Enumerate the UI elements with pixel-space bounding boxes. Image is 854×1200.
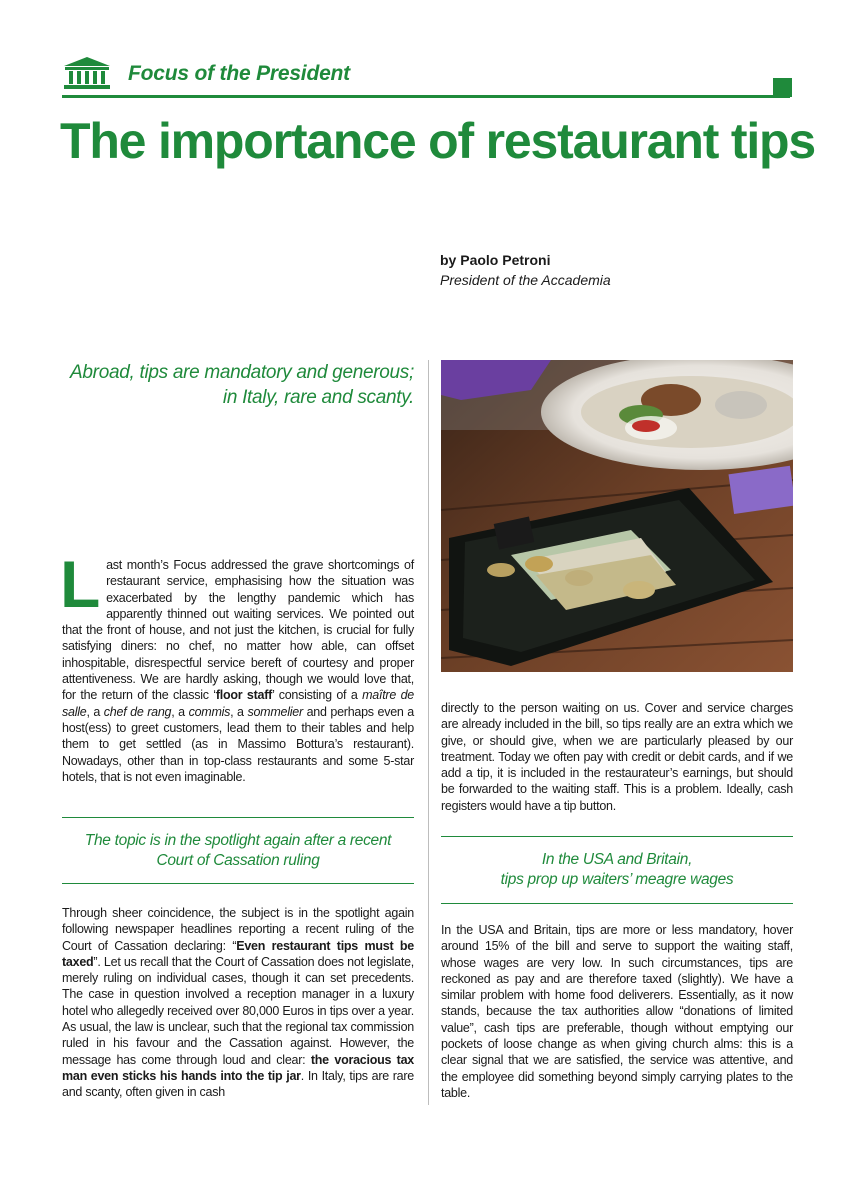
header-rule [62,95,790,98]
para1-maitre: maître de salle [62,688,415,719]
pull-quote-line-2: in Italy, rare and scanty. [222,387,414,408]
para2-end: . In Italy, tips are rare and scanty, often given in cash [62,1068,414,1100]
byline-author: by Paolo Petroni [440,252,551,268]
subhead-usa-britain [441,850,793,890]
para1-sep2: , a [171,704,189,719]
para2-intro: Through sheer coincidence, the subject is in the spotlight again following newspaper headlines reporting a recent ruling of the Court of Cassation declaring: “ [62,906,414,953]
subhead1-bottom-rule [62,883,414,884]
classical-building-icon [62,56,112,90]
body-paragraph-1 [60,547,415,785]
para2-bold-taxman: the voracious tax man even sticks his hands into the tip jar [62,1052,414,1083]
subhead1-top-rule [62,817,414,818]
column-divider [428,360,429,1105]
subhead2-bottom-rule [441,903,793,904]
subhead-cassation [62,831,414,871]
para1-intro: ast month’s Focus addressed the grave shortcomings of restaurant service, emphasising how the situation was exacerbated by the lengthy pandemic which has apparently thinned out waiting services. We pointed out that the front of house, and not just the kitchen, is crucial for fully satisfying diners: no chef, no matter how able, can offset inhospitable, disrespectful service bereft of courtesy and proper attentiveness. We are hardly asking, though we would love that, for the return of the classic ‘ [62,558,414,703]
body-paragraph-2 [62,905,414,1101]
subhead2-line-2: tips prop up waiters’ meagre wages [500,871,734,888]
body-paragraph-4: In the USA and Britain, tips are more or less mandatory, hover around 15% of the bill and serve to support the waiting staff, whose wages are very low. In such circumstances, tips are reckoned as pay and are therefore taxed (slightly). We have a similar problem with home food deliverers. Essentially, as it now stands, because the tax authorities allow “donations of limited value”, cash tips are preferable, though without emptying our pockets of loose change as when giving church alms: this is a clear signal that we are satisfied, the service was attentive, and the employee did something beyond simply carrying plates to the table. [441,923,793,1100]
header-square-marker [773,78,792,97]
byline [440,250,611,290]
para1-rest: and perhaps even a host(ess) to greet customers, lead them to their tables and help them to get settled (as in Massimo Bottura’s restaurant). Nowadays, other than in top-class restaurants and some 5-star hotels, that is not even imaginable. [62,704,415,784]
subhead2-line-1: In the USA and Britain, [541,851,693,868]
para1-sep3: , a [230,704,248,719]
article-title: The importance of restaurant tips [60,113,815,169]
para1-sommelier: sommelier [247,704,303,719]
section-label: Focus of the President [128,62,350,85]
para2-bold-quote: Even restaurant tips must be taxed [62,938,414,969]
para1-consisting: ’ consisting of a [272,688,363,703]
para2-middle: ”. Let us recall that the Court of Cassation does not legislate, merely ruling on individual cases, though it can set precedents. The case in question involved a reception manager in a luxury hotel who allegedly received over 80,000 Euros in tips over a year. As usual, the law is unclear, such that the regional tax commission ruled in his favour and the Cassation against. However, the message has come through loud and clear: [62,954,414,1067]
subhead1-line-1: The topic is in the spotlight again after a recent [84,832,392,849]
subhead1-line-2: Court of Cassation ruling [156,852,320,869]
para1-floor-staff: floor staff [215,688,273,703]
para1-commis: commis [188,704,231,719]
drop-cap: L [60,547,101,621]
pull-quote-line-1: Abroad, tips are mandatory and generous; [70,362,414,383]
body-paragraph-3: directly to the person waiting on us. Cover and service charges are already included in the bill, so tips really are an extra which we give, or should give, when we are particularly pleased by our treatment. Today we often pay with credit or debit cards, and if we add a tip, it is included in the restaurateur’s earnings, but should be forwarded to the waiting staff. This is a problem. Ideally, cash registers would have a tip button. [441,701,793,813]
subhead2-top-rule [441,836,793,837]
para1-chef-de-rang: chef de rang [103,704,172,719]
pull-quote [62,360,414,410]
restaurant-tip-photo [441,360,793,672]
byline-role: President of the Accademia [440,272,611,288]
para1-sep1: , a [86,704,104,719]
